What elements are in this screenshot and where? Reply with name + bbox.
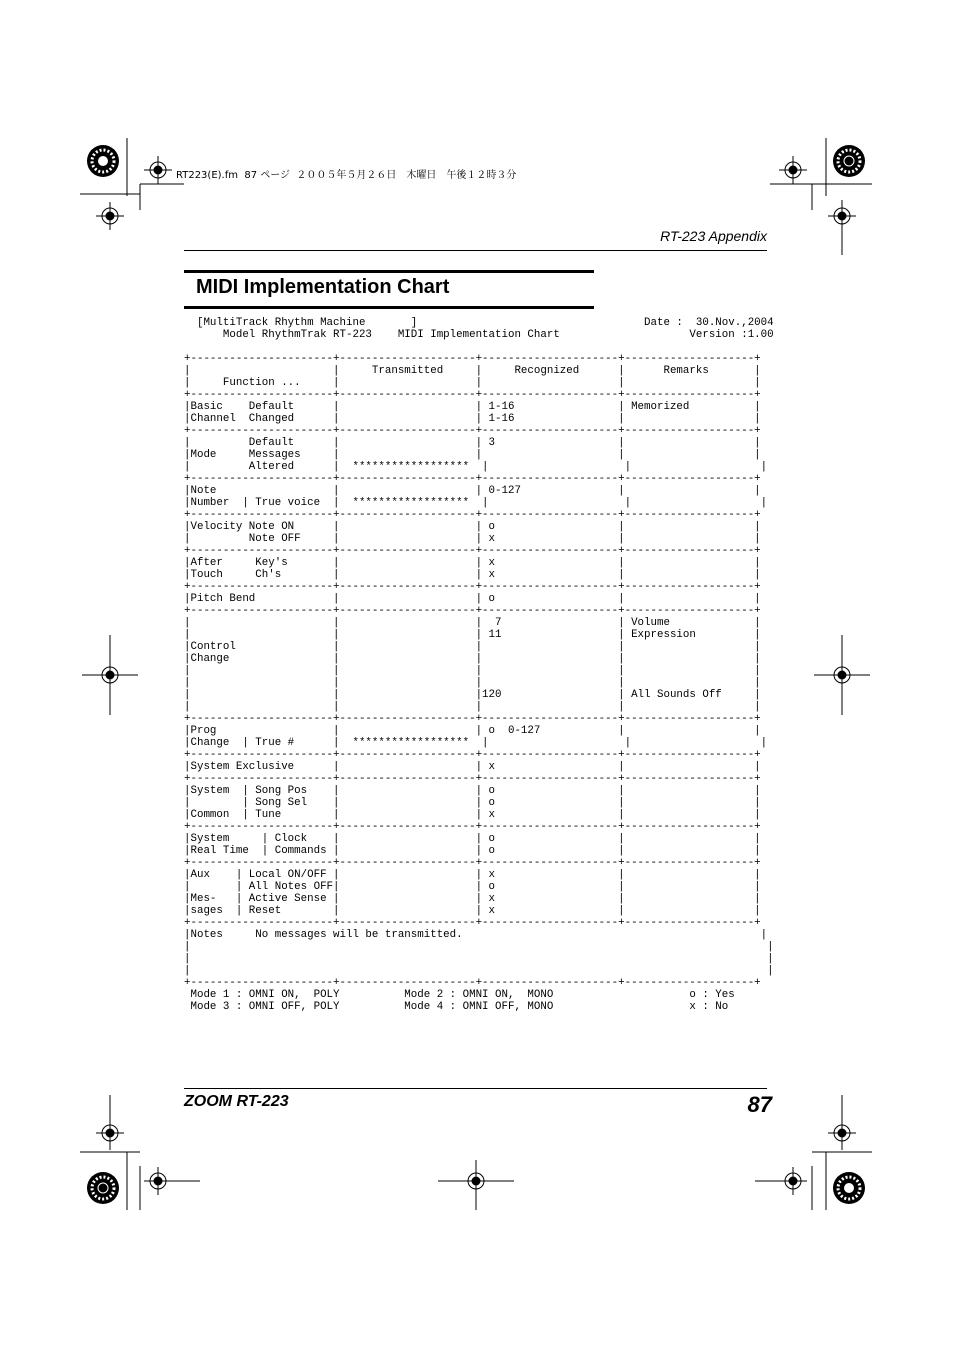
chart-line: | | | | |	[184, 677, 761, 689]
chart-line: |Touch Ch's | | x | |	[184, 569, 761, 581]
chart-line: |Mes- | Active Sense | | x | |	[184, 893, 761, 905]
chart-line: |Basic Default | | 1-16 | Memorized |	[184, 401, 761, 413]
chart-line: Mode 1 : OMNI ON, POLY Mode 2 : OMNI ON, MONO o : Yes	[184, 989, 735, 1001]
chart-line: |Channel Changed | | 1-16 | |	[184, 413, 761, 425]
chart-line: +----------------------+---------------------+---------------------+--------------------+	[184, 857, 761, 869]
midi-implementation-chart	[184, 317, 774, 1013]
chart-line: +----------------------+---------------------+---------------------+--------------------+	[184, 749, 761, 761]
chart-line: |System | Clock | | o | |	[184, 833, 761, 845]
chart-line: | | | | |	[184, 665, 761, 677]
chart-text	[184, 317, 774, 1013]
chart-line: |System Exclusive | | x | |	[184, 761, 761, 773]
chart-line: | | Transmitted | Recognized | Remarks |	[184, 365, 761, 377]
file-header: RT223(E).fm 87 ページ ２００５年５月２６日 木曜日 午後１２時３分	[176, 170, 517, 181]
chart-line: | | | 7 | Volume |	[184, 617, 761, 629]
chart-line: +----------------------+---------------------+---------------------+--------------------+	[184, 917, 761, 929]
chart-line	[184, 341, 774, 353]
chart-line: | Function ... | | | |	[184, 377, 761, 389]
header-rule	[184, 250, 767, 251]
chart-line: |Control | | | |	[184, 641, 761, 653]
chart-line: |Real Time | Commands | | o | |	[184, 845, 761, 857]
chart-line: |Aux | Local ON/OFF | | x | |	[184, 869, 761, 881]
chart-line: | |	[184, 953, 774, 965]
chart-line: |Common | Tune | | x | |	[184, 809, 761, 821]
chart-line: Model RhythmTrak RT-223 MIDI Implementation Chart Version :1.00	[184, 329, 774, 341]
chart-line: +----------------------+---------------------+---------------------+--------------------+	[184, 473, 761, 485]
chart-line: | | | 11 | Expression |	[184, 629, 761, 641]
chart-line: |Prog | | o 0-127 | |	[184, 725, 761, 737]
chart-line: |Note | | 0-127 | |	[184, 485, 761, 497]
chart-line: +----------------------+---------------------+---------------------+--------------------+	[184, 713, 761, 725]
title-bottom-rule	[184, 306, 594, 309]
chart-line: |Change | True # | ****************** | | |	[184, 737, 768, 749]
chart-line: |Velocity Note ON | | o | |	[184, 521, 761, 533]
chart-line: +----------------------+---------------------+---------------------+--------------------+	[184, 977, 761, 989]
chart-line: | | Song Sel | | o | |	[184, 797, 761, 809]
page-number: 87	[747, 1092, 772, 1117]
footer-rule	[184, 1088, 767, 1089]
chart-line: |Notes No messages will be transmitted. |	[184, 929, 768, 941]
chart-line: +----------------------+---------------------+---------------------+--------------------+	[184, 773, 761, 785]
page-title: MIDI Implementation Chart	[196, 276, 450, 298]
chart-line: | |	[184, 965, 774, 977]
chart-line: +----------------------+---------------------+---------------------+--------------------+	[184, 425, 761, 437]
title-top-rule	[184, 270, 594, 273]
chart-line: +----------------------+---------------------+---------------------+--------------------+	[184, 821, 761, 833]
chart-line: | |	[184, 941, 774, 953]
chart-line: | Altered | ****************** | | |	[184, 461, 768, 473]
chart-line: +----------------------+---------------------+---------------------+--------------------+	[184, 581, 761, 593]
chart-line: | Default | | 3 | |	[184, 437, 761, 449]
chart-line: Mode 3 : OMNI OFF, POLY Mode 4 : OMNI OFF, MONO x : No	[184, 1001, 729, 1013]
chart-line: |Pitch Bend | | o | |	[184, 593, 761, 605]
chart-line: | | | | |	[184, 701, 761, 713]
chart-line: | | All Notes OFF| | o | |	[184, 881, 761, 893]
chart-line: | | |120 | All Sounds Off |	[184, 689, 761, 701]
chart-line: |Mode Messages | | | |	[184, 449, 761, 461]
chart-line: |sages | Reset | | x | |	[184, 905, 761, 917]
footer-product: ZOOM RT-223	[184, 1093, 289, 1110]
chart-line: +----------------------+---------------------+---------------------+--------------------+	[184, 353, 761, 365]
chart-line: +----------------------+---------------------+---------------------+--------------------+	[184, 389, 761, 401]
chart-line: +----------------------+---------------------+---------------------+--------------------+	[184, 545, 761, 557]
chart-line: |Number | True voice | ****************** | | |	[184, 497, 768, 509]
chart-line: |System | Song Pos | | o | |	[184, 785, 761, 797]
chart-line: +----------------------+---------------------+---------------------+--------------------+	[184, 605, 761, 617]
chart-line: |After Key's | | x | |	[184, 557, 761, 569]
chart-line: [MultiTrack Rhythm Machine ] Date : 30.Nov.,2004	[184, 317, 774, 329]
chart-line: | Note OFF | | x | |	[184, 533, 761, 545]
running-header: RT-223 Appendix	[660, 228, 767, 244]
chart-line: +----------------------+---------------------+---------------------+--------------------+	[184, 509, 761, 521]
chart-line: |Change | | | |	[184, 653, 761, 665]
